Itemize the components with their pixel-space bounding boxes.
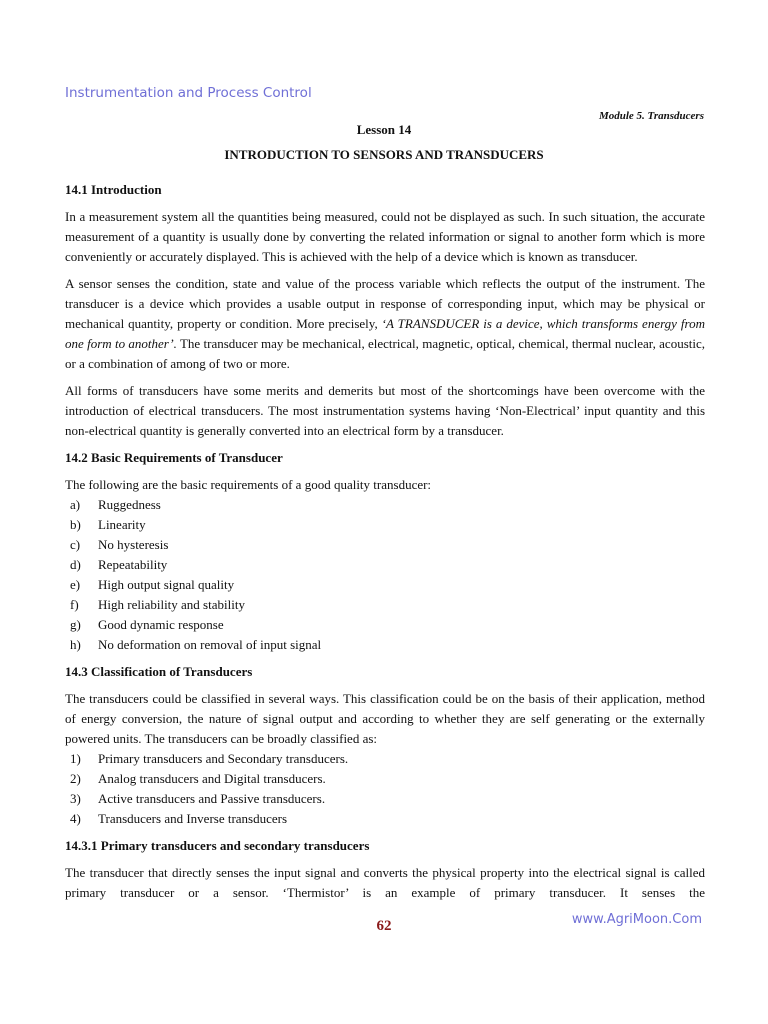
list-marker: a) <box>70 497 81 512</box>
list-item <box>65 749 705 769</box>
list-item <box>65 769 705 789</box>
list-text: No hysteresis <box>98 537 169 552</box>
list-item <box>65 595 705 615</box>
classification-intro: The transducers could be classified in several ways. This classification could be on the basis of their application, method of energy conversion, the nature of signal output and according to whether they are self generating or the externally powered units. The transducers can be broadly classified as: <box>65 691 705 746</box>
list-marker: 3) <box>70 791 81 806</box>
list-item <box>65 535 705 555</box>
list-text: Ruggedness <box>98 497 161 512</box>
intro-paragraph-2 <box>65 274 705 374</box>
list-text: High output signal quality <box>98 577 235 592</box>
list-item <box>65 809 705 829</box>
document-body <box>65 180 705 910</box>
list-item <box>65 555 705 575</box>
list-text: Good dynamic response <box>98 617 224 632</box>
list-text: Linearity <box>98 517 146 532</box>
list-text: Primary transducers and Secondary transducers. <box>98 751 349 766</box>
list-marker: 2) <box>70 771 81 786</box>
list-text: Active transducers and Passive transducers. <box>98 791 326 806</box>
list-marker: b) <box>70 517 81 532</box>
module-label: Module 5. Transducers <box>598 110 704 122</box>
intro-paragraph-1: In a measurement system all the quantities being measured, could not be displayed as such. In such situation, the accurate measurement of a quantity is usually done by converting the related information or signal to another form which is more conveniently or accurately displayed. This is achieved with the help of a device which is known as transducer. <box>65 209 705 264</box>
list-marker: h) <box>70 637 81 652</box>
page-title: INTRODUCTION TO SENSORS AND TRANSDUCERS <box>224 147 544 162</box>
list-marker: 4) <box>70 811 81 826</box>
list-marker: g) <box>70 617 81 632</box>
section-heading-classification: 14.3 Classification of Transducers <box>65 664 253 679</box>
section-heading-requirements: 14.2 Basic Requirements of Transducer <box>65 450 283 465</box>
list-item <box>65 789 705 809</box>
list-marker: e) <box>70 577 81 592</box>
requirements-intro: The following are the basic requirements of a good quality transducer: <box>65 477 432 492</box>
page-number: 62 <box>376 918 392 934</box>
list-text: Transducers and Inverse transducers <box>98 811 288 826</box>
list-item <box>65 495 705 515</box>
list-text: Analog transducers and Digital transducers. <box>98 771 326 786</box>
section-heading-intro: 14.1 Introduction <box>65 182 162 197</box>
transducer-definition: ‘A TRANSDUCER is a device, which transforms energy from one form to another’. <box>65 316 705 351</box>
list-text: High reliability and stability <box>98 597 245 612</box>
section-heading-primary-secondary: 14.3.1 Primary transducers and secondary transducers <box>65 838 370 853</box>
running-header: Instrumentation and Process Control <box>65 85 312 101</box>
list-item <box>65 515 705 535</box>
list-item <box>65 635 705 655</box>
list-marker: c) <box>70 537 81 552</box>
list-text: Repeatability <box>98 557 168 572</box>
intro-p2-text: A sensor senses the condition, state and value of the process variable which reflects the output of the instrument. The transducer is a device which provides a usable output in response of corresponding input, which may be physical or mechanical quantity, property or condition. More precisely, <box>65 276 705 331</box>
list-item <box>65 575 705 595</box>
list-marker: f) <box>70 597 79 612</box>
intro-p2-text-end: The transducer may be mechanical, electrical, magnetic, optical, chemical, thermal nuclear, acoustic, or a combination of among of two or more. <box>65 336 705 371</box>
list-marker: 1) <box>70 751 81 766</box>
list-text: No deformation on removal of input signal <box>98 637 322 652</box>
list-marker: d) <box>70 557 81 572</box>
footer-website: www.AgriMoon.Com <box>571 912 702 927</box>
list-item <box>65 615 705 635</box>
intro-paragraph-3: All forms of transducers have some merits and demerits but most of the shortcomings have been overcome with the introduction of electrical transducers. The most instrumentation systems having ‘Non-Electrical’ input quantity and this non-electrical quantity is generally converted into an electrical form by a transducer. <box>65 383 705 438</box>
primary-secondary-paragraph: The transducer that directly senses the input signal and converts the physical property into the electrical signal is called primary transducer or a sensor. ‘Thermistor’ is an example of primary transducer. It senses the <box>65 865 705 900</box>
requirements-list <box>65 495 705 655</box>
lesson-number: Lesson 14 <box>356 122 412 137</box>
classification-list <box>65 749 705 829</box>
